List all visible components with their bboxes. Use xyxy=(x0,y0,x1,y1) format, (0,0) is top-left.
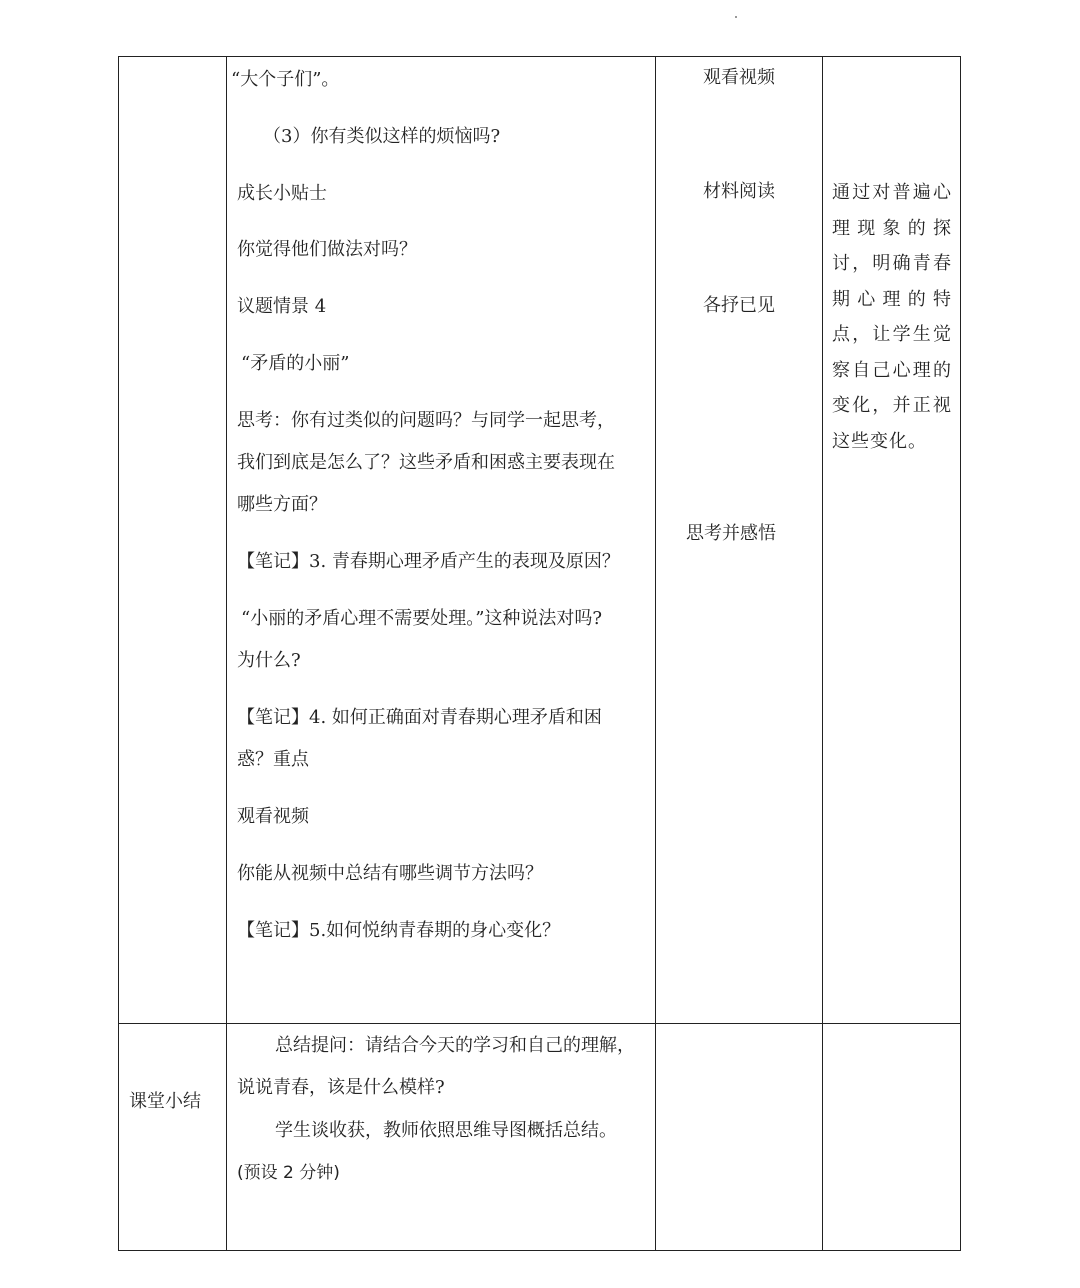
content-line: 学生谈收获，教师依照思维导图概括总结。 xyxy=(275,1120,617,1141)
activity-cell xyxy=(656,57,823,1024)
content-line: 议题情景 4 xyxy=(237,296,327,317)
activity-cell-empty xyxy=(656,1024,823,1251)
design-purpose-text: 通过对普遍心理现象的探讨，明确青春期心理的特点，让学生觉察自己心理的变化，并正视这些变化。 xyxy=(832,182,952,452)
content-cell xyxy=(227,1024,656,1251)
content-line: 观看视频 xyxy=(237,806,309,827)
content-line: (预设 2 分钟) xyxy=(237,1163,340,1183)
activity-label: 思考并感悟 xyxy=(686,523,776,544)
content-line: 思考：你有过类似的问题吗？与同学一起思考， xyxy=(237,410,615,431)
stage-cell-empty xyxy=(119,57,227,1024)
activity-label: 材料阅读 xyxy=(703,181,775,202)
content-line: 总结提问：请结合今天的学习和自己的理解， xyxy=(275,1035,635,1056)
speck xyxy=(735,16,737,18)
activity-label: 观看视频 xyxy=(703,67,775,88)
table-row xyxy=(119,1024,961,1251)
content-line: 哪些方面？ xyxy=(237,494,327,515)
purpose-cell xyxy=(823,57,961,1024)
content-line: 说说青春，该是什么模样? xyxy=(237,1077,445,1098)
stage-label: 课堂小结 xyxy=(129,1091,201,1112)
table-row xyxy=(119,57,961,1024)
content-line: 你能从视频中总结有哪些调节方法吗？ xyxy=(237,863,543,884)
content-line: 惑？重点 xyxy=(237,749,309,770)
content-line: 成长小贴士 xyxy=(237,183,327,204)
content-line: 我们到底是怎么了？这些矛盾和困惑主要表现在 xyxy=(237,452,615,473)
content-line: （3）你有类似这样的烦恼吗? xyxy=(263,126,501,147)
content-line: “大个子们”。 xyxy=(231,69,340,90)
note-line: 【笔记】5.如何悦纳青春期的身心变化？ xyxy=(237,920,561,941)
note-line: 【笔记】4. 如何正确面对青春期心理矛盾和困 xyxy=(237,707,602,728)
content-line: 为什么? xyxy=(237,650,301,671)
activity-label: 各抒已见 xyxy=(703,295,775,316)
stage-cell xyxy=(119,1024,227,1251)
content-line: “矛盾的小丽” xyxy=(241,353,350,374)
content-line: “小丽的矛盾心理不需要处理。”这种说法对吗? xyxy=(241,608,603,629)
purpose-cell-empty xyxy=(823,1024,961,1251)
lesson-plan-table xyxy=(118,56,961,1251)
note-line: 【笔记】3. 青春期心理矛盾产生的表现及原因？ xyxy=(237,551,620,572)
content-cell xyxy=(227,57,656,1024)
content-line: 你觉得他们做法对吗？ xyxy=(237,239,417,260)
